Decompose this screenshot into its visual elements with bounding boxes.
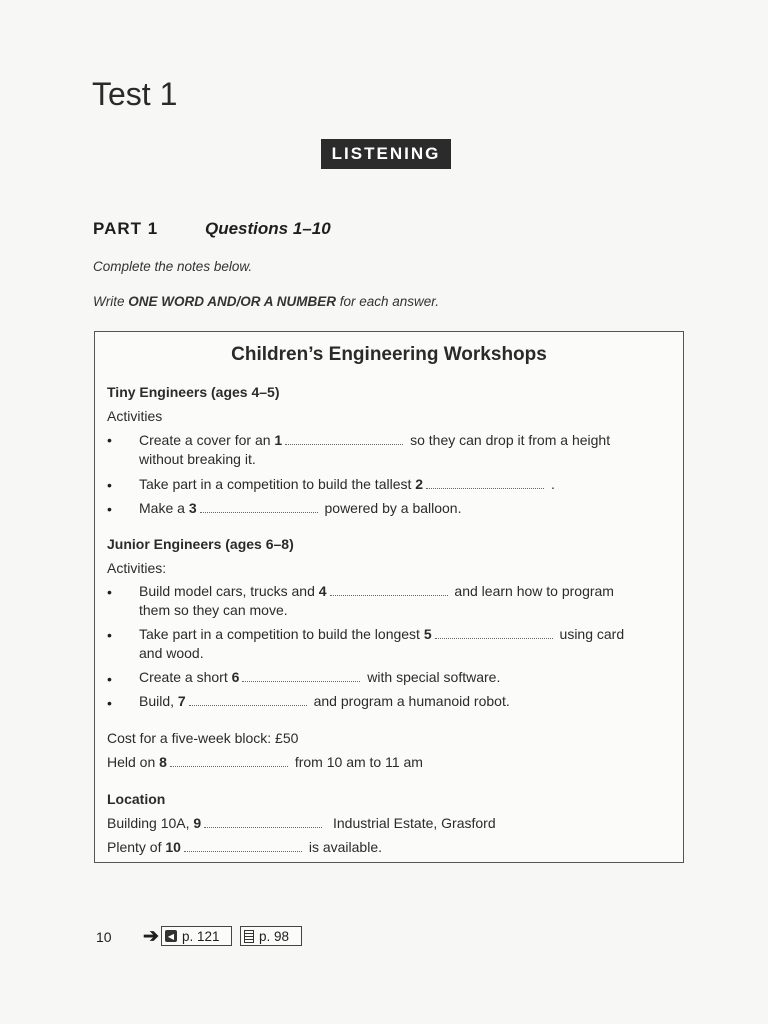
bullet-icon: • xyxy=(107,695,112,711)
notes-box xyxy=(94,331,684,863)
bullet-icon: • xyxy=(107,477,112,493)
note-item-4: Build model cars, trucks and 4 and learn how to program them so they can move. xyxy=(139,583,614,618)
note-item-1: Create a cover for an 1 so they can drop it from a height without breaking it. xyxy=(139,432,611,467)
answer-blank-6[interactable] xyxy=(242,669,360,682)
instruction-complete-notes: Complete the notes below. xyxy=(93,259,253,274)
junior-engineers-heading: Junior Engineers (ages 6–8) xyxy=(107,536,294,552)
tiny-activities-label: Activities xyxy=(107,408,163,424)
questions-range: Questions 1–10 xyxy=(205,219,331,238)
bullet-icon: • xyxy=(107,432,112,448)
tiny-engineers-heading: Tiny Engineers (ages 4–5) xyxy=(107,384,280,400)
junior-activities-label: Activities: xyxy=(107,560,167,576)
note-item-5: Take part in a competition to build the longest 5 using card and wood. xyxy=(139,626,625,661)
building-line: Building 10A, 9 Industrial Estate, Grasford xyxy=(107,815,496,831)
note-item-7: Build, 7 and program a humanoid robot. xyxy=(139,693,510,709)
cost-line: Cost for a five-week block: £50 xyxy=(107,730,299,746)
answer-blank-1[interactable] xyxy=(285,432,403,445)
answer-blank-7[interactable] xyxy=(189,693,307,706)
location-heading: Location xyxy=(107,791,166,807)
arrow-right-icon: ➔ xyxy=(143,926,159,947)
note-item-6: Create a short 6 with special software. xyxy=(139,669,501,685)
test-title: Test 1 xyxy=(92,76,178,112)
transcript-icon xyxy=(244,930,254,943)
answer-blank-9[interactable] xyxy=(204,815,322,828)
note-item-3: Make a 3 powered by a balloon. xyxy=(139,500,462,516)
held-on-line: Held on 8 from 10 am to 11 am xyxy=(107,754,423,770)
audio-reference-link[interactable] xyxy=(161,926,232,946)
bullet-icon: • xyxy=(107,627,112,643)
answer-blank-5[interactable] xyxy=(435,626,553,639)
part-label: PART 1 xyxy=(93,219,159,238)
bullet-icon: • xyxy=(107,671,112,687)
plenty-line: Plenty of 10 is available. xyxy=(107,839,382,855)
answer-blank-3[interactable] xyxy=(200,500,318,513)
instruction-word-limit: Write ONE WORD AND/OR A NUMBER for each answer. xyxy=(93,294,440,309)
page-number: 10 xyxy=(96,929,112,945)
answer-blank-10[interactable] xyxy=(184,839,302,852)
notes-title: Children’s Engineering Workshops xyxy=(231,344,547,365)
bullet-icon: • xyxy=(107,584,112,600)
answer-blank-8[interactable] xyxy=(170,754,288,767)
bullet-icon: • xyxy=(107,501,112,517)
audio-reference-page: p. 121 xyxy=(182,928,220,944)
note-item-2: Take part in a competition to build the tallest 2 . xyxy=(139,476,555,492)
audio-icon: ◀ xyxy=(165,930,177,942)
transcript-reference-link[interactable] xyxy=(240,926,302,946)
transcript-reference-page: p. 98 xyxy=(259,928,290,944)
answer-blank-4[interactable] xyxy=(330,583,448,596)
answer-blank-2[interactable] xyxy=(426,476,544,489)
section-badge: LISTENING xyxy=(321,139,451,169)
